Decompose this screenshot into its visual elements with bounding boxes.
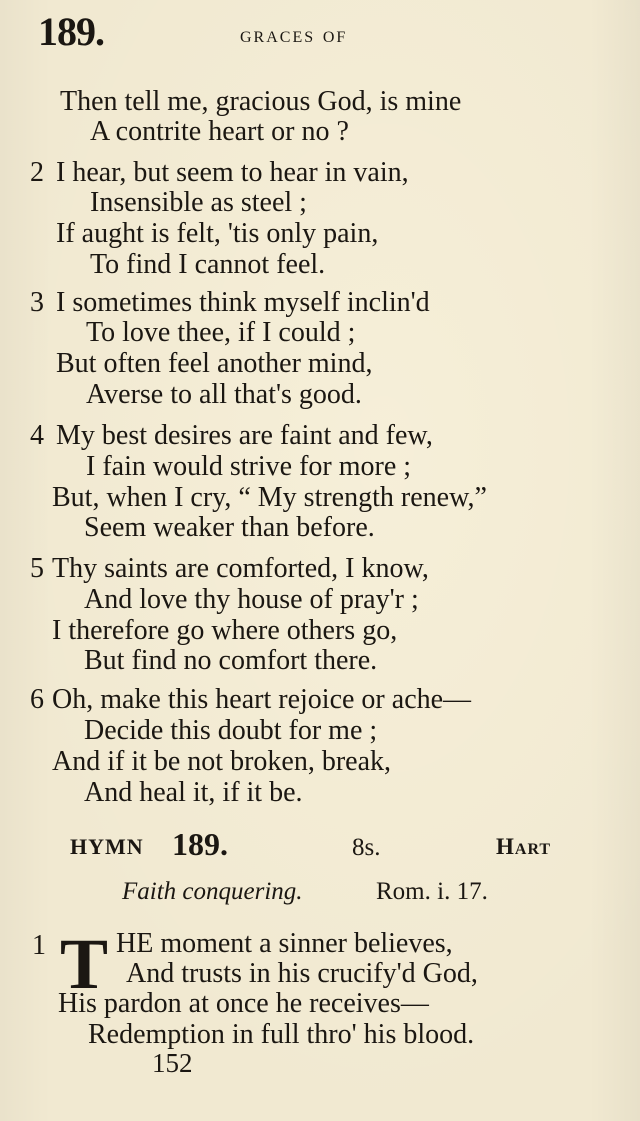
folio-number: 152 <box>152 1048 193 1078</box>
hymn-subject: Faith conquering. <box>122 878 303 905</box>
verse-line: But often feel another mind, <box>56 348 373 379</box>
verse-line: And trusts in his crucify'd God, <box>126 958 478 989</box>
verse-line: And heal it, if it be. <box>84 777 303 808</box>
verse-line: And love thy house of pray'r ; <box>84 584 419 615</box>
verse-line: His pardon at once he receives— <box>58 988 429 1019</box>
verse-number: 5 <box>30 553 44 584</box>
verse-number: 6 <box>30 684 44 715</box>
verse-line: I fain would strive for more ; <box>86 451 412 482</box>
drop-cap: T <box>60 924 109 1004</box>
verse-line: Thy saints are comforted, I know, <box>52 553 429 584</box>
running-title: graces of <box>240 22 348 47</box>
verse-line: To love thee, if I could ; <box>86 317 356 348</box>
hymn-meter: 8s. <box>352 834 381 861</box>
scripture-reference: Rom. i. 17. <box>376 878 488 905</box>
verse-number: 2 <box>30 157 44 188</box>
verse-line: I hear, but seem to hear in vain, <box>56 157 409 188</box>
verse-line: To find I cannot feel. <box>90 249 326 280</box>
hymn-label: HYMN <box>70 834 144 859</box>
verse-line: My best desires are faint and few, <box>56 420 433 451</box>
verse-line: HE moment a sinner believes, <box>116 928 453 959</box>
verse-line: I sometimes think myself inclin'd <box>56 287 430 318</box>
verse-line: Insensible as steel ; <box>90 187 307 218</box>
verse-line: Seem weaker than before. <box>84 512 375 543</box>
verse-line: And if it be not broken, break, <box>52 746 392 777</box>
verse-line: Oh, make this heart rejoice or ache— <box>52 684 472 715</box>
verse-number: 1 <box>32 930 46 961</box>
hymn-number: 189. <box>172 826 228 862</box>
running-page-number: 189. <box>38 9 104 54</box>
continuation-line: A contrite heart or no ? <box>90 116 349 147</box>
verse-line: But find no comfort there. <box>84 645 378 676</box>
verse-line: If aught is felt, 'tis only pain, <box>56 218 379 249</box>
verse-line: Decide this doubt for me ; <box>84 715 378 746</box>
verse-line: Redemption in full thro' his blood. <box>88 1019 475 1050</box>
verse-number: 4 <box>30 420 44 451</box>
continuation-line: Then tell me, gracious God, is mine <box>60 86 462 117</box>
verse-line: But, when I cry, “ My strength renew,” <box>52 482 487 513</box>
hymn-author: Hart <box>496 834 552 859</box>
verse-line: I therefore go where others go, <box>52 615 398 646</box>
verse-line: Averse to all that's good. <box>86 379 362 410</box>
verse-number: 3 <box>30 287 44 318</box>
